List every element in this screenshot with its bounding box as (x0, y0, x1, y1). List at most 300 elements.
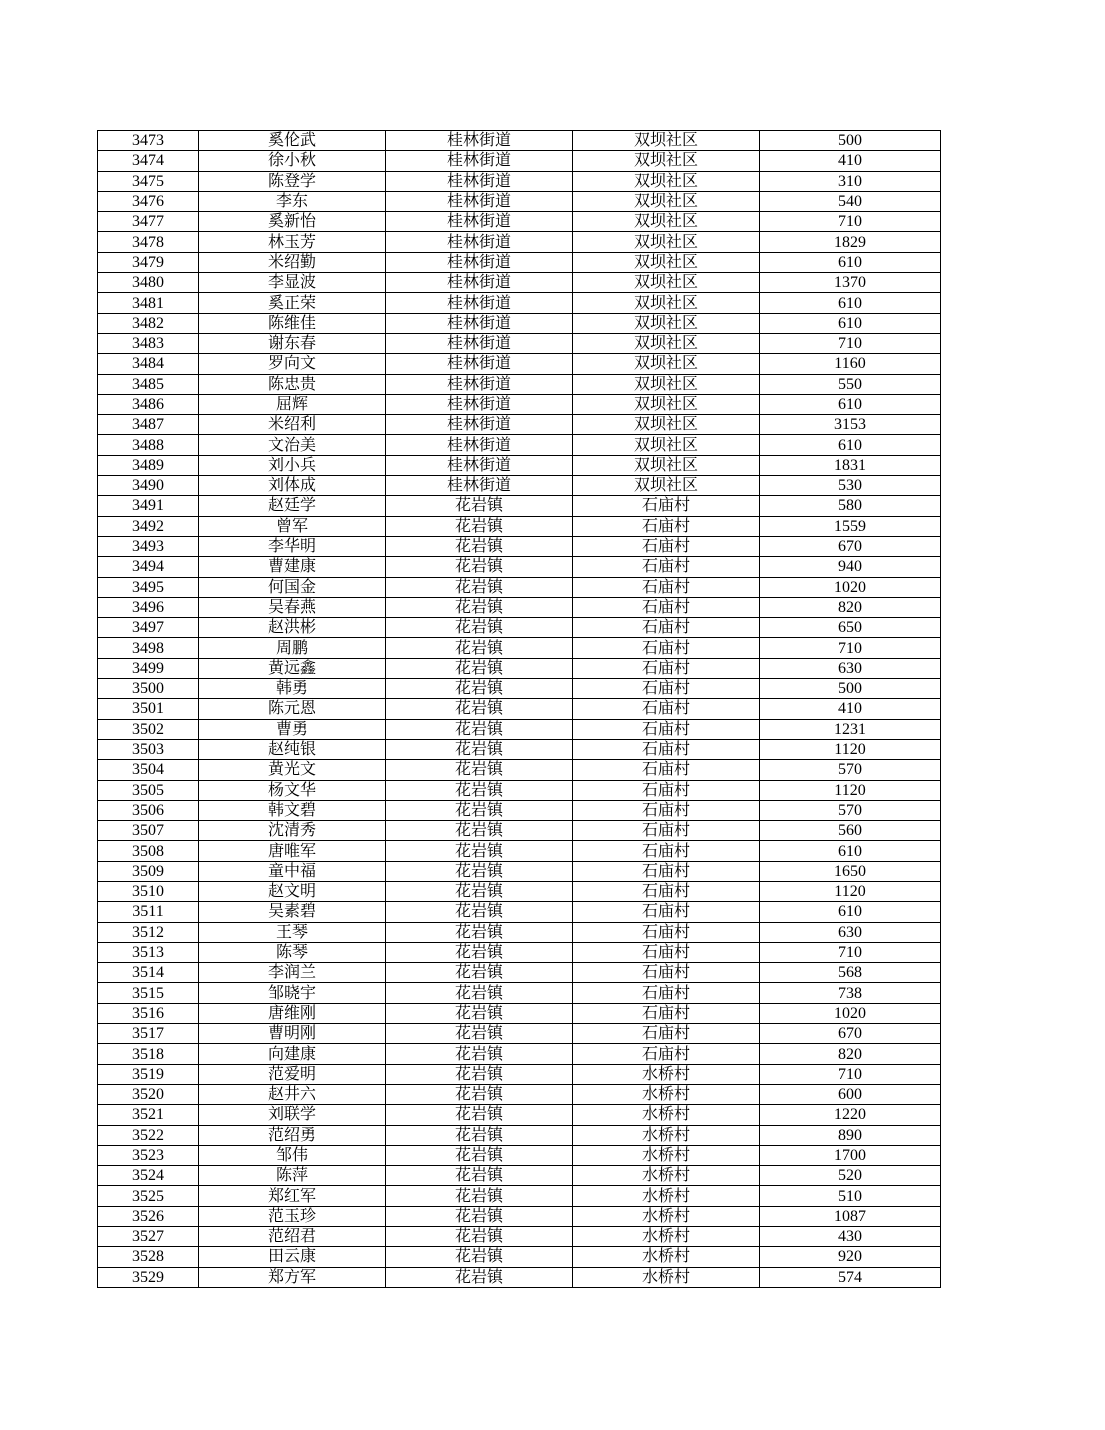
table-row (98, 313, 941, 333)
table-row (98, 273, 941, 293)
table-row (98, 597, 941, 617)
amount-cell: 940 (760, 557, 941, 577)
amount-cell: 738 (760, 983, 941, 1003)
street-cell: 花岩镇 (386, 679, 573, 699)
person-name-cell: 李华明 (199, 536, 386, 556)
street-cell: 桂林街道 (386, 333, 573, 353)
street-cell: 花岩镇 (386, 638, 573, 658)
row-number-cell: 3512 (98, 922, 199, 942)
person-name-cell: 曹明刚 (199, 1024, 386, 1044)
table-row (98, 496, 941, 516)
table-row (98, 232, 941, 252)
person-name-cell: 何国金 (199, 577, 386, 597)
amount-cell: 1370 (760, 273, 941, 293)
row-number-cell: 3514 (98, 963, 199, 983)
street-cell: 花岩镇 (386, 1024, 573, 1044)
amount-cell: 1220 (760, 1105, 941, 1125)
table-row (98, 922, 941, 942)
street-cell: 桂林街道 (386, 313, 573, 333)
row-number-cell: 3493 (98, 536, 199, 556)
row-number-cell: 3478 (98, 232, 199, 252)
community-cell: 水桥村 (573, 1186, 760, 1206)
row-number-cell: 3486 (98, 394, 199, 414)
street-cell: 花岩镇 (386, 618, 573, 638)
table-row (98, 516, 941, 536)
person-name-cell: 周鹏 (199, 638, 386, 658)
street-cell: 桂林街道 (386, 374, 573, 394)
community-cell: 石庙村 (573, 618, 760, 638)
community-cell: 双坝社区 (573, 374, 760, 394)
person-name-cell: 曹建康 (199, 557, 386, 577)
amount-cell: 540 (760, 191, 941, 211)
street-cell: 花岩镇 (386, 577, 573, 597)
street-cell: 桂林街道 (386, 171, 573, 191)
row-number-cell: 3517 (98, 1024, 199, 1044)
person-name-cell: 文治美 (199, 435, 386, 455)
street-cell: 花岩镇 (386, 1084, 573, 1104)
amount-cell: 610 (760, 394, 941, 414)
street-cell: 花岩镇 (386, 821, 573, 841)
person-name-cell: 刘体成 (199, 476, 386, 496)
person-name-cell: 曾军 (199, 516, 386, 536)
person-name-cell: 李东 (199, 191, 386, 211)
table-row (98, 841, 941, 861)
table-row (98, 1024, 941, 1044)
amount-cell: 1831 (760, 455, 941, 475)
table-row (98, 536, 941, 556)
table-row (98, 760, 941, 780)
table-row (98, 191, 941, 211)
amount-cell: 500 (760, 131, 941, 151)
row-number-cell: 3473 (98, 131, 199, 151)
row-number-cell: 3515 (98, 983, 199, 1003)
table-row (98, 1003, 941, 1023)
amount-cell: 610 (760, 252, 941, 272)
amount-cell: 3153 (760, 415, 941, 435)
table-row (98, 881, 941, 901)
row-number-cell: 3476 (98, 191, 199, 211)
row-number-cell: 3479 (98, 252, 199, 272)
street-cell: 桂林街道 (386, 354, 573, 374)
amount-cell: 410 (760, 699, 941, 719)
row-number-cell: 3510 (98, 881, 199, 901)
community-cell: 水桥村 (573, 1166, 760, 1186)
amount-cell: 1120 (760, 739, 941, 759)
street-cell: 花岩镇 (386, 496, 573, 516)
person-name-cell: 赵纯银 (199, 739, 386, 759)
person-name-cell: 赵文明 (199, 881, 386, 901)
community-cell: 石庙村 (573, 719, 760, 739)
table-row (98, 821, 941, 841)
amount-cell: 1087 (760, 1206, 941, 1226)
street-cell: 花岩镇 (386, 1247, 573, 1267)
amount-cell: 1020 (760, 577, 941, 597)
person-name-cell: 邹伟 (199, 1145, 386, 1165)
community-cell: 双坝社区 (573, 191, 760, 211)
community-cell: 双坝社区 (573, 394, 760, 414)
person-name-cell: 曹勇 (199, 719, 386, 739)
person-name-cell: 奚伦武 (199, 131, 386, 151)
street-cell: 花岩镇 (386, 658, 573, 678)
row-number-cell: 3504 (98, 760, 199, 780)
row-number-cell: 3491 (98, 496, 199, 516)
community-cell: 石庙村 (573, 861, 760, 881)
amount-cell: 710 (760, 1064, 941, 1084)
amount-cell: 1160 (760, 354, 941, 374)
table-row (98, 658, 941, 678)
community-cell: 石庙村 (573, 658, 760, 678)
community-cell: 石庙村 (573, 679, 760, 699)
amount-cell: 570 (760, 800, 941, 820)
amount-cell: 920 (760, 1247, 941, 1267)
row-number-cell: 3474 (98, 151, 199, 171)
amount-cell: 820 (760, 1044, 941, 1064)
table-row (98, 131, 941, 151)
person-name-cell: 向建康 (199, 1044, 386, 1064)
amount-cell: 710 (760, 212, 941, 232)
community-cell: 石庙村 (573, 516, 760, 536)
amount-cell: 560 (760, 821, 941, 841)
amount-cell: 570 (760, 760, 941, 780)
row-number-cell: 3500 (98, 679, 199, 699)
person-name-cell: 范玉珍 (199, 1206, 386, 1226)
document-page (97, 130, 940, 1288)
amount-cell: 1700 (760, 1145, 941, 1165)
amount-cell: 610 (760, 293, 941, 313)
row-number-cell: 3527 (98, 1227, 199, 1247)
amount-cell: 630 (760, 658, 941, 678)
person-name-cell: 赵井六 (199, 1084, 386, 1104)
row-number-cell: 3499 (98, 658, 199, 678)
row-number-cell: 3487 (98, 415, 199, 435)
person-name-cell: 谢东春 (199, 333, 386, 353)
table-row (98, 1105, 941, 1125)
person-name-cell: 陈萍 (199, 1166, 386, 1186)
row-number-cell: 3481 (98, 293, 199, 313)
community-cell: 石庙村 (573, 881, 760, 901)
community-cell: 双坝社区 (573, 131, 760, 151)
community-cell: 双坝社区 (573, 212, 760, 232)
row-number-cell: 3526 (98, 1206, 199, 1226)
amount-cell: 710 (760, 638, 941, 658)
amount-cell: 430 (760, 1227, 941, 1247)
person-name-cell: 陈登学 (199, 171, 386, 191)
row-number-cell: 3522 (98, 1125, 199, 1145)
person-name-cell: 徐小秋 (199, 151, 386, 171)
row-number-cell: 3497 (98, 618, 199, 638)
person-name-cell: 陈维佳 (199, 313, 386, 333)
table-row (98, 435, 941, 455)
street-cell: 花岩镇 (386, 1267, 573, 1287)
person-name-cell: 田云康 (199, 1247, 386, 1267)
person-name-cell: 陈忠贵 (199, 374, 386, 394)
amount-cell: 1650 (760, 861, 941, 881)
person-name-cell: 李润兰 (199, 963, 386, 983)
street-cell: 花岩镇 (386, 1003, 573, 1023)
street-cell: 花岩镇 (386, 881, 573, 901)
street-cell: 花岩镇 (386, 1145, 573, 1165)
table-row (98, 1206, 941, 1226)
table-row (98, 983, 941, 1003)
amount-cell: 630 (760, 922, 941, 942)
street-cell: 桂林街道 (386, 394, 573, 414)
street-cell: 花岩镇 (386, 516, 573, 536)
street-cell: 花岩镇 (386, 1064, 573, 1084)
street-cell: 花岩镇 (386, 719, 573, 739)
table-row (98, 394, 941, 414)
row-number-cell: 3502 (98, 719, 199, 739)
row-number-cell: 3495 (98, 577, 199, 597)
table-row (98, 963, 941, 983)
row-number-cell: 3525 (98, 1186, 199, 1206)
table-row (98, 1044, 941, 1064)
street-cell: 花岩镇 (386, 800, 573, 820)
row-number-cell: 3528 (98, 1247, 199, 1267)
table-row (98, 252, 941, 272)
row-number-cell: 3524 (98, 1166, 199, 1186)
amount-cell: 610 (760, 435, 941, 455)
row-number-cell: 3516 (98, 1003, 199, 1023)
street-cell: 花岩镇 (386, 597, 573, 617)
street-cell: 花岩镇 (386, 861, 573, 881)
row-number-cell: 3498 (98, 638, 199, 658)
amount-cell: 820 (760, 597, 941, 617)
person-name-cell: 范爱明 (199, 1064, 386, 1084)
person-name-cell: 赵廷学 (199, 496, 386, 516)
table-row (98, 577, 941, 597)
street-cell: 花岩镇 (386, 983, 573, 1003)
person-name-cell: 唐维刚 (199, 1003, 386, 1023)
street-cell: 桂林街道 (386, 131, 573, 151)
community-cell: 石庙村 (573, 557, 760, 577)
person-name-cell: 刘联学 (199, 1105, 386, 1125)
community-cell: 双坝社区 (573, 415, 760, 435)
row-number-cell: 3483 (98, 333, 199, 353)
table-row (98, 800, 941, 820)
row-number-cell: 3488 (98, 435, 199, 455)
amount-cell: 600 (760, 1084, 941, 1104)
amount-cell: 1829 (760, 232, 941, 252)
person-name-cell: 王琴 (199, 922, 386, 942)
table-row (98, 1227, 941, 1247)
person-name-cell: 陈琴 (199, 942, 386, 962)
street-cell: 花岩镇 (386, 1206, 573, 1226)
person-name-cell: 赵洪彬 (199, 618, 386, 638)
person-name-cell: 米绍勤 (199, 252, 386, 272)
person-name-cell: 范绍勇 (199, 1125, 386, 1145)
community-cell: 石庙村 (573, 577, 760, 597)
street-cell: 花岩镇 (386, 1105, 573, 1125)
amount-cell: 610 (760, 313, 941, 333)
person-name-cell: 韩勇 (199, 679, 386, 699)
table-row (98, 1247, 941, 1267)
table-row (98, 618, 941, 638)
amount-cell: 670 (760, 536, 941, 556)
table-row (98, 354, 941, 374)
person-name-cell: 黄光文 (199, 760, 386, 780)
table-row (98, 699, 941, 719)
row-number-cell: 3490 (98, 476, 199, 496)
row-number-cell: 3518 (98, 1044, 199, 1064)
amount-cell: 530 (760, 476, 941, 496)
roster-table-body (98, 131, 941, 1288)
street-cell: 花岩镇 (386, 942, 573, 962)
street-cell: 桂林街道 (386, 273, 573, 293)
street-cell: 花岩镇 (386, 739, 573, 759)
row-number-cell: 3521 (98, 1105, 199, 1125)
row-number-cell: 3501 (98, 699, 199, 719)
street-cell: 花岩镇 (386, 1227, 573, 1247)
row-number-cell: 3475 (98, 171, 199, 191)
table-row (98, 719, 941, 739)
street-cell: 桂林街道 (386, 232, 573, 252)
table-row (98, 780, 941, 800)
table-row (98, 902, 941, 922)
street-cell: 花岩镇 (386, 536, 573, 556)
person-name-cell: 吴素碧 (199, 902, 386, 922)
community-cell: 石庙村 (573, 963, 760, 983)
roster-table (97, 130, 941, 1288)
street-cell: 桂林街道 (386, 435, 573, 455)
amount-cell: 650 (760, 618, 941, 638)
amount-cell: 580 (760, 496, 941, 516)
person-name-cell: 奚正荣 (199, 293, 386, 313)
person-name-cell: 童中福 (199, 861, 386, 881)
community-cell: 石庙村 (573, 760, 760, 780)
community-cell: 双坝社区 (573, 232, 760, 252)
person-name-cell: 吴春燕 (199, 597, 386, 617)
community-cell: 石庙村 (573, 902, 760, 922)
person-name-cell: 米绍利 (199, 415, 386, 435)
table-row (98, 638, 941, 658)
community-cell: 双坝社区 (573, 435, 760, 455)
person-name-cell: 唐唯军 (199, 841, 386, 861)
amount-cell: 1559 (760, 516, 941, 536)
table-row (98, 293, 941, 313)
amount-cell: 1120 (760, 881, 941, 901)
person-name-cell: 黄远鑫 (199, 658, 386, 678)
person-name-cell: 陈元恩 (199, 699, 386, 719)
community-cell: 石庙村 (573, 1024, 760, 1044)
person-name-cell: 林玉芳 (199, 232, 386, 252)
row-number-cell: 3513 (98, 942, 199, 962)
table-row (98, 151, 941, 171)
community-cell: 石庙村 (573, 1003, 760, 1023)
table-row (98, 1125, 941, 1145)
street-cell: 花岩镇 (386, 841, 573, 861)
street-cell: 花岩镇 (386, 557, 573, 577)
community-cell: 石庙村 (573, 841, 760, 861)
row-number-cell: 3477 (98, 212, 199, 232)
table-row (98, 455, 941, 475)
amount-cell: 610 (760, 841, 941, 861)
person-name-cell: 罗向文 (199, 354, 386, 374)
amount-cell: 550 (760, 374, 941, 394)
row-number-cell: 3509 (98, 861, 199, 881)
amount-cell: 890 (760, 1125, 941, 1145)
street-cell: 花岩镇 (386, 780, 573, 800)
amount-cell: 574 (760, 1267, 941, 1287)
table-row (98, 333, 941, 353)
amount-cell: 568 (760, 963, 941, 983)
community-cell: 双坝社区 (573, 313, 760, 333)
amount-cell: 1020 (760, 1003, 941, 1023)
community-cell: 水桥村 (573, 1145, 760, 1165)
community-cell: 水桥村 (573, 1064, 760, 1084)
amount-cell: 710 (760, 942, 941, 962)
amount-cell: 500 (760, 679, 941, 699)
person-name-cell: 奚新怡 (199, 212, 386, 232)
person-name-cell: 韩文碧 (199, 800, 386, 820)
street-cell: 桂林街道 (386, 476, 573, 496)
amount-cell: 510 (760, 1186, 941, 1206)
row-number-cell: 3503 (98, 739, 199, 759)
amount-cell: 310 (760, 171, 941, 191)
amount-cell: 520 (760, 1166, 941, 1186)
community-cell: 双坝社区 (573, 171, 760, 191)
person-name-cell: 屈辉 (199, 394, 386, 414)
street-cell: 桂林街道 (386, 191, 573, 211)
row-number-cell: 3496 (98, 597, 199, 617)
community-cell: 水桥村 (573, 1206, 760, 1226)
amount-cell: 670 (760, 1024, 941, 1044)
row-number-cell: 3480 (98, 273, 199, 293)
community-cell: 水桥村 (573, 1267, 760, 1287)
community-cell: 双坝社区 (573, 476, 760, 496)
community-cell: 双坝社区 (573, 455, 760, 475)
row-number-cell: 3485 (98, 374, 199, 394)
row-number-cell: 3511 (98, 902, 199, 922)
amount-cell: 710 (760, 333, 941, 353)
row-number-cell: 3523 (98, 1145, 199, 1165)
street-cell: 花岩镇 (386, 963, 573, 983)
street-cell: 桂林街道 (386, 455, 573, 475)
table-row (98, 739, 941, 759)
community-cell: 双坝社区 (573, 273, 760, 293)
table-row (98, 374, 941, 394)
community-cell: 石庙村 (573, 780, 760, 800)
table-row (98, 171, 941, 191)
street-cell: 花岩镇 (386, 1166, 573, 1186)
table-row (98, 861, 941, 881)
community-cell: 双坝社区 (573, 354, 760, 374)
community-cell: 水桥村 (573, 1084, 760, 1104)
row-number-cell: 3506 (98, 800, 199, 820)
community-cell: 石庙村 (573, 699, 760, 719)
community-cell: 双坝社区 (573, 252, 760, 272)
person-name-cell: 沈清秀 (199, 821, 386, 841)
table-row (98, 1186, 941, 1206)
community-cell: 石庙村 (573, 922, 760, 942)
person-name-cell: 邹晓宇 (199, 983, 386, 1003)
street-cell: 桂林街道 (386, 212, 573, 232)
person-name-cell: 刘小兵 (199, 455, 386, 475)
table-row (98, 942, 941, 962)
community-cell: 石庙村 (573, 1044, 760, 1064)
row-number-cell: 3529 (98, 1267, 199, 1287)
community-cell: 石庙村 (573, 597, 760, 617)
person-name-cell: 杨文华 (199, 780, 386, 800)
community-cell: 水桥村 (573, 1125, 760, 1145)
street-cell: 桂林街道 (386, 252, 573, 272)
row-number-cell: 3507 (98, 821, 199, 841)
amount-cell: 410 (760, 151, 941, 171)
street-cell: 花岩镇 (386, 760, 573, 780)
street-cell: 花岩镇 (386, 1186, 573, 1206)
row-number-cell: 3494 (98, 557, 199, 577)
table-row (98, 415, 941, 435)
street-cell: 桂林街道 (386, 293, 573, 313)
